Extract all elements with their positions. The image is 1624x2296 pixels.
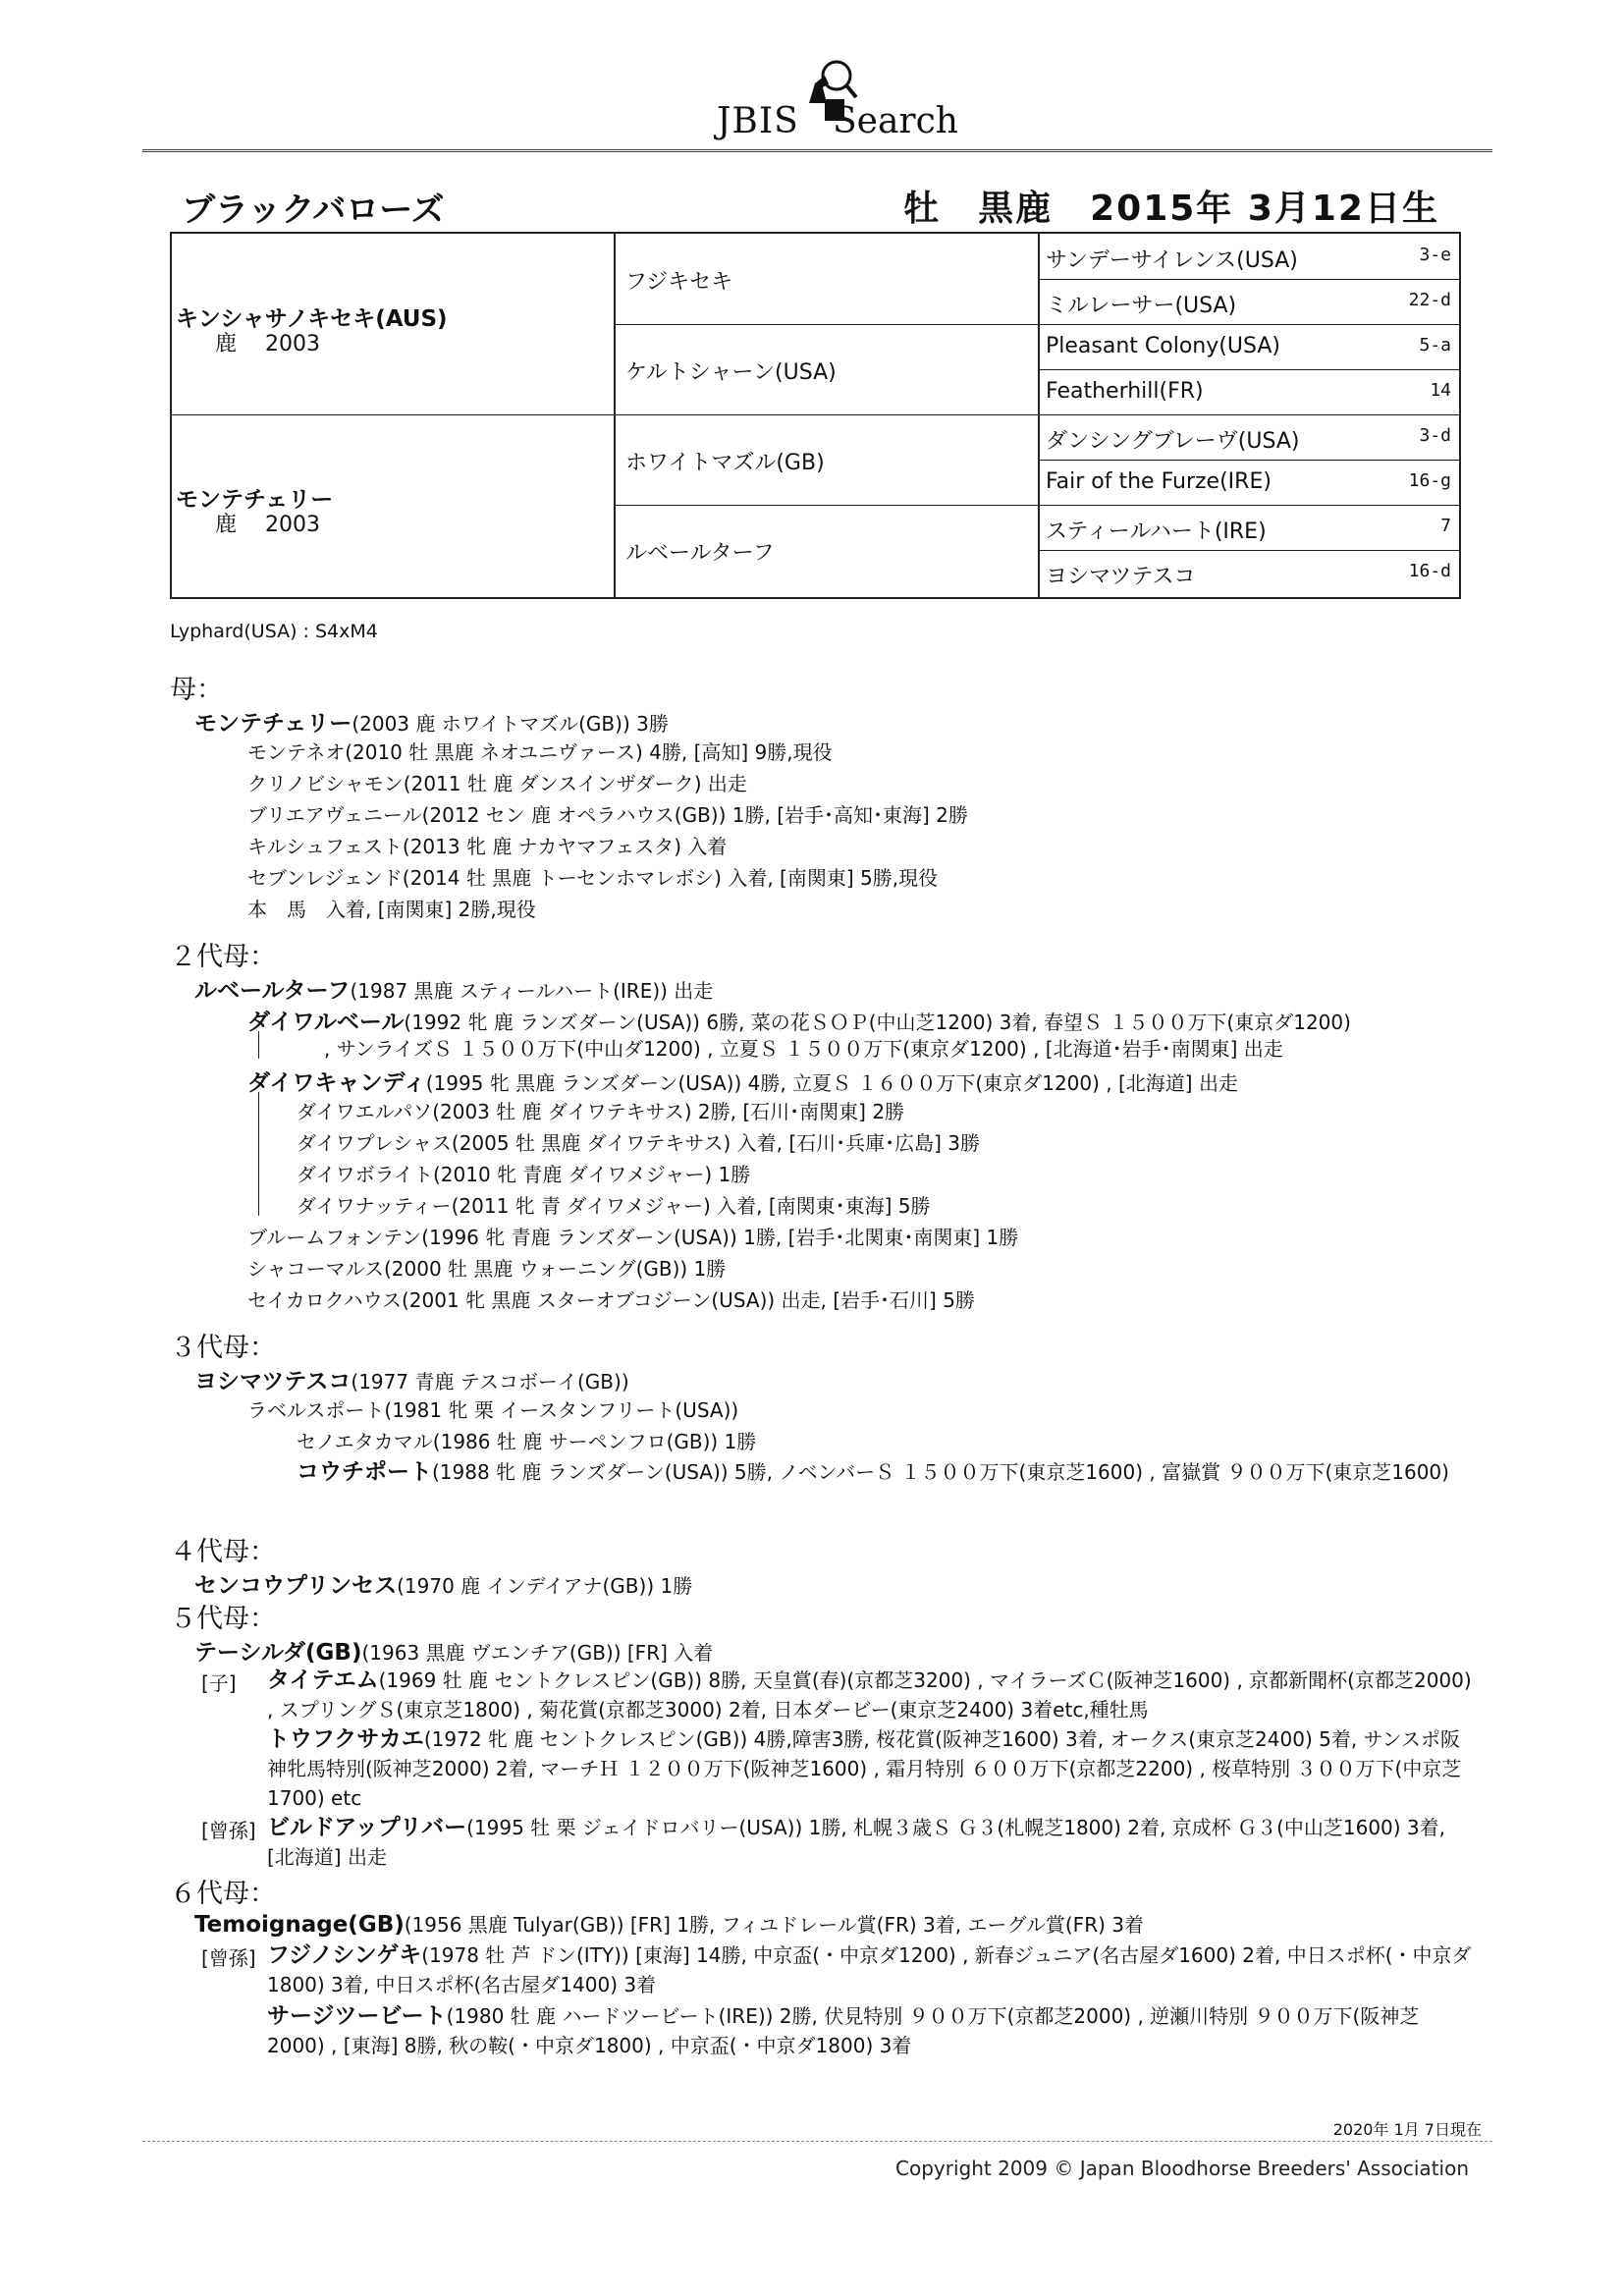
great-grandparent-name: ミルレーサー(USA) [1046, 294, 1237, 318]
family-entry [194, 705, 669, 738]
family-entry: ダイワボライト(2010 牝 青鹿 ダイワメジャー) 1勝 [297, 1163, 751, 1186]
relation-tag: [子] [201, 1671, 237, 1695]
family-entry: ブリエアヴェニール(2012 セン 鹿 オペラハウス(GB)) 1勝, [岩手･高知･東海] 2勝 [247, 803, 968, 827]
sire-sire-name: フジキセキ [625, 270, 733, 295]
family-entry [247, 1004, 1351, 1036]
lineage-bar [258, 1092, 259, 1216]
family-number: 16-g [1408, 470, 1451, 491]
horse-name: テーシルダ(GB) [194, 1640, 362, 1666]
family-entry [194, 1567, 692, 1600]
horse-name: サージツービート [267, 2003, 447, 2029]
horse-name: ダイワキャンディ [247, 1070, 426, 1096]
family-entry [267, 1941, 1477, 1999]
family-entry [297, 1457, 1475, 1487]
sire-name: キンシャサノキセキ(AUS) [176, 306, 448, 332]
great-grandparent-cell [1038, 550, 1459, 595]
great-grandparent-cell [1038, 369, 1459, 414]
family-entry: ブルームフォンテン(1996 牝 青鹿 ランズダーン(USA)) 1勝, [岩手･北関東･南関東] 1勝 [247, 1226, 1019, 1249]
section-heading-4th-dam: ４代母： [170, 1537, 276, 1567]
great-grandparent-cell [1038, 324, 1459, 369]
section-heading-3rd-dam: ３代母： [170, 1333, 276, 1363]
family-number: 3-e [1419, 245, 1451, 265]
entry-details: (1992 牝 鹿 ランズダーン(USA)) 6勝, 菜の花ＳＯＰ(中山芝1200) 3着, 春望Ｓ １５００万下(東京ダ1200) [404, 1011, 1351, 1034]
horse-name: ルベールターフ [194, 978, 351, 1004]
family-entry-continued: , サンライズＳ １５００万下(中山ダ1200) , 立夏Ｓ １５００万下(東京ダ1200) , [北海道･岩手･南関東] 出走 [324, 1037, 1283, 1061]
horse-name: ブラックバローズ [182, 191, 445, 230]
family-number: 14 [1430, 380, 1451, 401]
great-grandparent-cell [1038, 505, 1459, 550]
section-heading-2nd-dam: ２代母： [170, 942, 276, 972]
family-entry: セブンレジェンド(2014 牡 黒鹿 トーセンホマレボシ) 入着, [南関東] 5勝,現役 [247, 866, 939, 890]
section-heading-dam: 母： [170, 675, 223, 705]
jbis-search-logo [717, 54, 958, 147]
header-divider [142, 149, 1492, 152]
logo-search-text: Search [833, 101, 958, 141]
great-grandparent-cell [1038, 460, 1459, 505]
horse-name: コウチポート [297, 1459, 432, 1485]
relation-tag: [曾孫] [201, 1946, 256, 1970]
family-entry: モンテネオ(2010 牡 黒鹿 ネオユニヴァース) 4勝, [高知] 9勝,現役 [247, 740, 833, 764]
lineage-bar [258, 1031, 259, 1059]
family-number: 5-a [1419, 335, 1451, 355]
relation-tag: [曾孫] [201, 1819, 256, 1842]
entry-details: (1956 黒鹿 Tulyar(GB)) [FR] 1勝, フィユドレール賞(FR) 3着, エーグル賞(FR) 3着 [404, 1913, 1144, 1937]
family-entry: 本 馬 入着, [南関東] 2勝,現役 [247, 898, 536, 921]
family-entry [267, 1813, 1477, 1872]
horse-sex-color-birthdate: 牡 黒鹿 2015年 3月12日生 [903, 189, 1439, 229]
great-grandparent-cell [1038, 279, 1459, 324]
sire-detail: 鹿 2003 [215, 332, 320, 356]
family-entry: ダイワエルパソ(2003 牡 鹿 ダイワテキサス) 2勝, [石川･南関東] 2勝 [297, 1100, 905, 1123]
family-entry: シャコーマルス(2000 牡 黒鹿 ウォーニング(GB)) 1勝 [247, 1257, 727, 1281]
horse-name: フジノシンゲキ [267, 1942, 422, 1968]
dam-dam-name: ルベールターフ [625, 541, 775, 566]
family-number: 16-d [1408, 561, 1451, 581]
great-grandparent-name: Fair of the Furze(IRE) [1046, 469, 1272, 494]
entry-details: (1977 青鹿 テスコボーイ(GB)) [351, 1370, 629, 1394]
entry-details: (1969 牡 鹿 セントクレスピン(GB)) 8勝, 天皇賞(春)(京都芝3200) , マイラーズＣ(阪神芝1600) , 京都新聞杯(京都芝2000) , スプリングＳ(東京芝1800) , 菊花賞(京都芝3000) 2着, 日本ダービー(東京芝2400) 3着etc,種牡馬 [267, 1668, 1472, 1722]
great-grandparent-name: ヨシマツテスコ [1046, 565, 1196, 589]
entry-details: (1963 黒鹿 ヴエンチア(GB)) [FR] 入着 [361, 1641, 714, 1665]
as-of-date: 2020年 1月 7日現在 [1332, 2120, 1482, 2139]
family-entry: セノエタカマル(1986 牡 鹿 サーペンフロ(GB)) 1勝 [297, 1430, 757, 1453]
entry-details: (1988 牝 鹿 ランズダーン(USA)) 5勝, ノベンバーＳ １５００万下(東京芝1600) , 富嶽賞 ９００万下(東京芝1600) [432, 1460, 1449, 1484]
family-entry [247, 1065, 1238, 1097]
copyright-notice: Copyright 2009 © Japan Bloodhorse Breeders' Association [895, 2157, 1469, 2180]
great-grandparent-cell [1038, 234, 1459, 279]
entry-details: (1972 牝 鹿 セントクレスピン(GB)) 4勝,障害3勝, 桜花賞(阪神芝1600) 3着, オークス(東京芝2400) 5着, サンスポ阪神牝馬特別(阪神芝2000) 2着, マーチＨ １２００万下(阪神芝1600) , 霜月特別 ６００万下(京都芝2200) , 桜草特別 ３００万下(中京芝1700) etc [267, 1727, 1462, 1810]
horse-name: タイテエム [267, 1667, 379, 1693]
family-number: 3-d [1419, 425, 1451, 446]
section-heading-5th-dam: ５代母： [170, 1604, 276, 1634]
family-entry [267, 1666, 1477, 1724]
entry-details: (1970 鹿 インデイアナ(GB)) 1勝 [397, 1574, 693, 1598]
horse-name: トウフクサカエ [267, 1726, 424, 1752]
entry-details: (1978 牡 芦 ドン(ITY)) [東海] 14勝, 中京盃(・中京ダ1200) , 新春ジュニア(名古屋ダ1600) 2着, 中日スポ杯(・中京ダ1800) 3着, 中日スポ杯(名古屋ダ1400) 3着 [267, 1943, 1472, 1996]
family-number: 7 [1440, 516, 1451, 536]
logo-jbis-text: JBIS [717, 101, 799, 141]
inbreeding-note: Lyphard(USA) : S4xM4 [170, 621, 378, 642]
dam-name: モンテチェリー [176, 487, 334, 513]
entry-details: (2003 鹿 ホワイトマズル(GB)) 3勝 [352, 712, 669, 736]
family-entry [194, 1634, 713, 1667]
family-entry: セイカロクハウス(2001 牝 黒鹿 スターオブコジーン(USA)) 出走, [岩手･石川] 5勝 [247, 1288, 975, 1312]
family-entry: ダイワナッティー(2011 牝 青 ダイワメジャー) 入着, [南関東･東海] 5勝 [297, 1194, 931, 1218]
family-entry: キルシュフェスト(2013 牝 鹿 ナカヤマフェスタ) 入着 [247, 835, 728, 858]
entry-details: (1995 牝 黒鹿 ランズダーン(USA)) 4勝, 立夏Ｓ １６００万下(東京ダ1200) , [北海道] 出走 [425, 1071, 1238, 1095]
great-grandparent-name: スティールハート(IRE) [1046, 519, 1267, 544]
great-grandparent-name: Featherhill(FR) [1046, 379, 1204, 404]
entry-details: (1980 牡 鹿 ハードツービート(IRE)) 2勝, 伏見特別 ９００万下(京都芝2000) , 逆瀬川特別 ９００万下(阪神芝2000) , [東海] 8勝, 秋の鞍(・中京ダ1800) , 中京盃(・中京ダ1800) 3着 [267, 2004, 1420, 2057]
horse-name: モンテチェリー [194, 711, 352, 737]
family-entry [194, 1363, 629, 1395]
section-heading-6th-dam: ６代母： [170, 1879, 276, 1909]
great-grandparent-name: ダンシングブレーヴ(USA) [1046, 429, 1300, 454]
entry-details: (1995 牡 栗 ジェイドロバリー(USA)) 1勝, 札幌３歳Ｓ Ｇ３(札幌芝1800) 2着, 京成杯 Ｇ３(中山芝1600) 3着, [北海道] 出走 [267, 1816, 1446, 1869]
great-grandparent-name: サンデーサイレンス(USA) [1046, 248, 1298, 273]
dam-detail: 鹿 2003 [215, 513, 320, 537]
family-entry [267, 2001, 1477, 2060]
pedigree-table [170, 232, 1461, 599]
horse-name: ビルドアップリバー [267, 1815, 467, 1840]
great-grandparent-cell [1038, 414, 1459, 460]
horse-name: センコウプリンセス [194, 1573, 398, 1599]
sire-dam-name: ケルトシャーン(USA) [625, 360, 837, 385]
footer-divider [142, 2141, 1492, 2142]
dam-sire-name: ホワイトマズル(GB) [625, 451, 825, 475]
family-entry: クリノビシャモン(2011 牡 鹿 ダンスインザダーク) 出走 [247, 772, 747, 795]
great-grandparent-name: Pleasant Colony(USA) [1046, 334, 1280, 358]
horse-name: Temoignage(GB) [194, 1912, 405, 1938]
family-entry: ラベルスポート(1981 牝 栗 イースタンフリート(USA)) [247, 1398, 739, 1422]
family-entry: ダイワプレシャス(2005 牡 黒鹿 ダイワテキサス) 入着, [石川･兵庫･広島] 3勝 [297, 1131, 981, 1155]
pedigree-divider [614, 234, 616, 597]
family-entry [194, 1909, 1144, 1938]
family-number: 22-d [1408, 290, 1451, 310]
horse-name: ダイワルベール [247, 1010, 405, 1035]
family-entry [194, 972, 713, 1005]
family-entry [267, 1724, 1477, 1813]
horse-name: ヨシマツテスコ [194, 1369, 352, 1394]
entry-details: (1987 黒鹿 スティールハート(IRE)) 出走 [350, 979, 714, 1003]
